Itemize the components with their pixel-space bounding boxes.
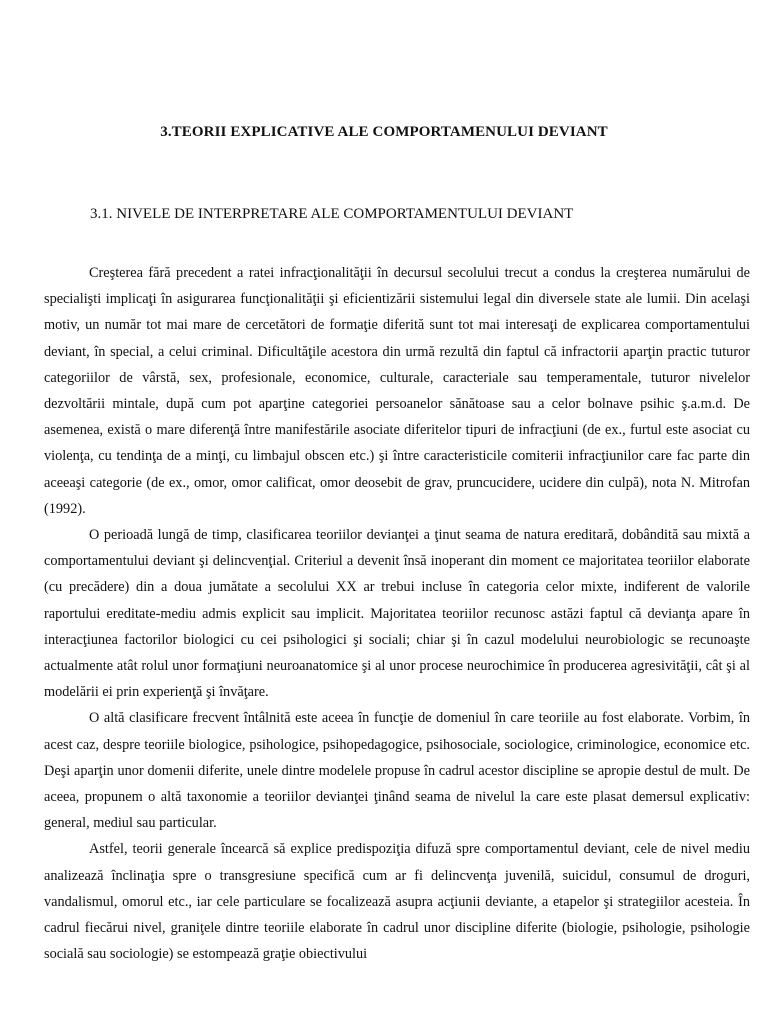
paragraph: O altă clasificare frecvent întâlnită este aceea în funcţie de domeniul în care teoriile au fost elaborate. Vorbim, în acest caz, despre teoriile biologice, psihologice, psihopedagogice, psihosociale, sociologice, criminologice, economice etc. Deşi aparţin unor domenii diferite, unele dintre modelele propuse în cadrul acestor discipline se apropie destul de mult. De aceea, propunem o altă taxonomie a teoriilor devianţei ţinând seama de nivelul la care este plasat demersul explicativ: general, mediul sau particular. [44, 710, 750, 832]
paragraph: Creşterea fără precedent a ratei infracţionalităţii în decursul secolului trecut a condus la creşterea numărului de specialişti implicaţi în asigurarea funcţionalităţii şi eficientizării sistemului legal din diversele state ale lumii. Din acelaşi motiv, un număr tot mai mare de cercetători de formaţie diferită sunt tot mai interesaţi de explicarea comportamentului deviant, în special, a celui criminal. Dificultăţile acestora din urmă rezultă din faptul că infractorii aparţin practic tuturor categoriilor de vârstă, sex, profesionale, economice, culturale, caracteriale sau temperamentale, tuturor nivelelor dezvoltării mintale, după cum pot aparţine categoriei persoanelor sănătoase sau a celor bolnave psihic ş.a.m.d. De asemenea, există o mare diferenţă între manifestările asociate diferitelor tipuri de infracţiuni (de ex., furtul este asociat cu violenţa, cu tendinţa de a minţi, cu limbajul obscen etc.) şi între caracteristicile comiterii infracţiunilor care fac parte din aceeaşi categorie (de ex., omor, omor calificat, omor deosebit de grav, pruncucidere, ucidere din culpă), nota N. Mitrofan (1992). [44, 265, 750, 517]
paragraph: O perioadă lungă de timp, clasificarea teoriilor devianţei a ţinut seama de natura ereditară, dobândită sau mixtă a comportamentului deviant şi delincvenţial. Criteriul a devenit însă inoperant din moment ce majoritatea teoriilor elaborate (cu precădere) din a doua jumătate a secolului XX ar trebui incluse în categoria celor mixte, indiferent de valorile raportului ereditate-mediu admis explicit sau implicit. Majoritatea teoriilor recunosc astăzi faptul că devianţa apare în interacţiunea factorilor biologici cu cei psihologici şi sociali; chiar şi în cazul modelului neurobiologic se recunoaşte actualmente atât rolul unor formaţiuni neuroanatomice şi al unor procese neurochimice în producerea agresivităţii, cât şi al modelării ei prin experienţă şi învăţare. [44, 527, 750, 701]
body-text [44, 260, 750, 967]
chapter-title: 3.TEORII EXPLICATIVE ALE COMPORTAMENULUI DEVIANT [160, 124, 608, 140]
section-title: 3.1. NIVELE DE INTERPRETARE ALE COMPORTAMENTULUI DEVIANT [90, 206, 574, 222]
paragraph: Astfel, teorii generale încearcă să explice predispoziţia difuză spre comportamentul deviant, cele de nivel mediu analizează înclinaţia spre o transgresiune specifică cum ar fi delincvenţa juvenilă, suicidul, consumul de droguri, vandalismul, omorul etc., iar cele particulare se focalizează asupra acţiunii deviante, a etapelor şi strategiilor acesteia. În cadrul fiecărui nivel, graniţele dintre teoriile elaborate în cadrul unor discipline diferite (biologie, psihologie, psihologie socială sau sociologie) se estompează graţie obiectivului [44, 841, 750, 963]
